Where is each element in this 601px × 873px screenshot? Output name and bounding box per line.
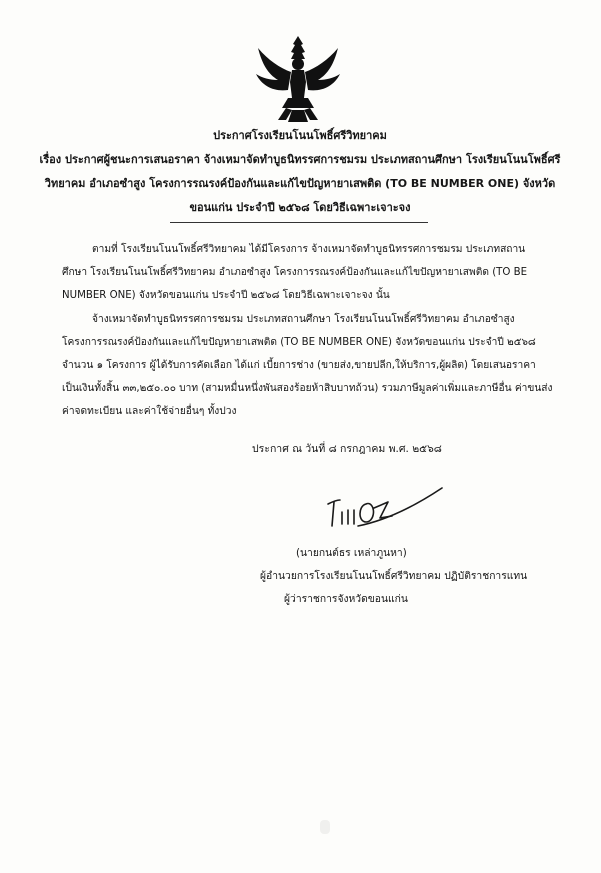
announcement-date: ประกาศ ณ วันที่ ๘ กรกฎาคม พ.ศ. ๒๕๖๘ — [252, 443, 442, 455]
signer-block — [260, 542, 528, 611]
signature-icon — [318, 482, 446, 538]
paragraph-line: จำนวน ๑ โครงการ ผู้ได้รับการคัดเลือก ได้แก่ เบี้ยการช่าง (ขายส่ง,ขายปลีก,ให้บริการ,ผู้ผลิต) โดยเสนอราคา — [62, 360, 536, 371]
paragraph-line: NUMBER ONE) จังหวัดขอนแก่น ประจำปี ๒๕๖๘ โดยวิธีเฉพาะเจาะจง นั้น — [62, 290, 390, 301]
paragraph-line: จ้างเหมาจัดทำบูธนิทรรศการชมรม ประเภทสถานศึกษา โรงเรียนโนนโพธิ์ศรีวิทยาคม อำเภอซำสูง — [92, 314, 515, 325]
subject-line: เรื่อง ประกาศผู้ชนะการเสนอราคา จ้างเหมาจัดทำบูธนิทรรศการชมรม ประเภทสถานศึกษา โรงเรียนโนนโพธิ์ศรี — [39, 153, 561, 166]
signer-role: ผู้ว่าราชการจังหวัดขอนแก่น — [284, 593, 408, 605]
signer-role: ผู้อำนวยการโรงเรียนโนนโพธิ์ศรีวิทยาคม ปฏิบัติราชการแทน — [260, 570, 528, 582]
announcement-title-block — [30, 124, 570, 220]
paragraph-line: เป็นเงินทั้งสิ้น ๓๓,๒๕๐.๐๐ บาท (สามหมื่นหนึ่งพันสองร้อยห้าสิบบาทถ้วน) รวมภาษีมูลค่าเพิ่มและภาษีอื่น ค่าขนส่ง — [62, 383, 553, 394]
garuda-emblem-icon — [250, 34, 346, 126]
paragraph-line: ตามที่ โรงเรียนโนนโพธิ์ศรีวิทยาคม ได้มีโครงการ จ้างเหมาจัดทำบูธนิทรรศการชมรม ประเภทสถาน — [92, 244, 526, 255]
paragraph-background — [62, 238, 542, 307]
paragraph-result — [62, 308, 553, 423]
subject-line: ขอนแก่น ประจำปี ๒๕๖๘ โดยวิธีเฉพาะเจาะจง — [189, 201, 411, 214]
scan-smudge — [320, 820, 330, 834]
announcement-heading: ประกาศโรงเรียนโนนโพธิ์ศรีวิทยาคม — [213, 129, 387, 142]
paragraph-line: โครงการรณรงค์ป้องกันและแก้ไขปัญหายาเสพติด (TO BE NUMBER ONE) จังหวัดขอนแก่น ประจำปี ๒๕๖๘ — [62, 337, 536, 348]
subject-line: วิทยาคม อำเภอซำสูง โครงการรณรงค์ป้องกันและแก้ไขปัญหายาเสพติด (TO BE NUMBER ONE) จังหวัด — [44, 177, 556, 190]
paragraph-line: ศึกษา โรงเรียนโนนโพธิ์ศรีวิทยาคม อำเภอซำสูง โครงการรณรงค์ป้องกันและแก้ไขปัญหายาเสพติด (TO BE — [62, 267, 528, 278]
paragraph-line: ค่าจดทะเบียน และค่าใช้จ่ายอื่นๆ ทั้งปวง — [62, 406, 237, 417]
divider — [170, 222, 428, 223]
signer-name: (นายกนต์ธร เหล่าภูนหา) — [296, 547, 407, 559]
